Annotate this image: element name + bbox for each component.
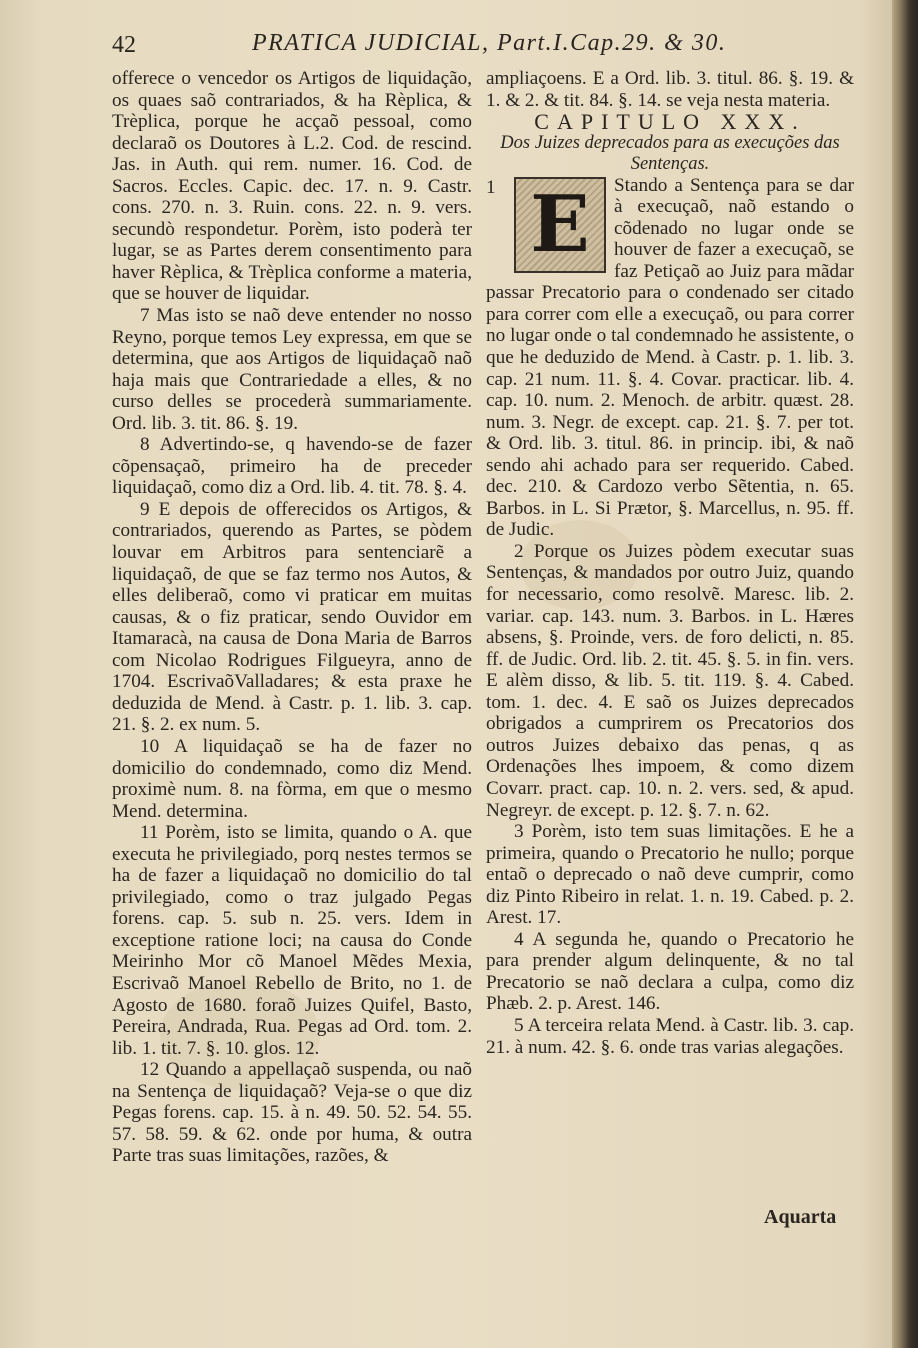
left-paragraph: 11 Porèm, isto se limita, quando o A. que executa he privilegiado, porq nestes termos se ha de fazer a liquidaçaõ no domicilio do tal privilegiado, como o traz julgado Pegas forens. cap. 5. sub n. 25. vers. Idem in exceptione ratione loci; na causa do Conde Meirinho Mor cõ Manoel Mẽdes Mexia, Escrivaõ Manoel Rebello de Brito, no 1. de Agosto de 1680. foraõ Juizes Quifel, Basto, Pereira, Andrada, Rua. Pegas ad Ord. tom. 2. lib. 1. tit. 7. §. 10. glos. 12. (112, 822, 472, 1059)
chapter-first-paragraph (486, 175, 854, 541)
left-paragraph: 10 A liquidaçaõ se ha de fazer no domicilio do condemnado, como diz Mend. proximè num. 8. na fòrma, em que o mesmo Mend. determina. (112, 735, 472, 822)
chapter-subtitle: Dos Juizes deprecados para as execuções das Sentenças. (500, 132, 840, 174)
left-paragraph: offerece o vencedor os Artigos de liquidação, os quaes saõ contrariados, & ha Rèplica, & Trèplica, porque he acçaõ pessoal, como declaraõ os Doutores à L.2. Cod. de rescind. Jas. in Auth. qui rem. numer. 16. Cod. de Sacros. Eccles. Capic. dec. 17. n. 9. Castr. cons. 270. n. 3. Ruin. cons. 22. n. 9. vers. secundò respondetur. Porèm, isto poderà ter lugar, se as Partes derem consentimento para haver Rèplica, & Trèplica conforme a materia, que se houver de liquidar. (112, 68, 472, 305)
right-column (486, 68, 854, 1058)
left-paragraph: 7 Mas isto se naõ deve entender no nosso Reyno, porque temos Ley expressa, em que se determina, que aos Artigos de liquidaçaõ naõ haja mais que Contrariedade a elles, & no curso delles se procederà summariamente. Ord. lib. 3. tit. 86. §. 19. (112, 305, 472, 434)
right-paragraph: 4 A segunda he, quando o Precatorio he para prender algum delinquente, & no tal Precatorio se naõ declara a culpa, como diz Phæb. 2. p. Arest. 146. (486, 928, 854, 1015)
page-number: 42 (112, 32, 136, 58)
left-paragraph: 12 Quando a appellaçaõ suspenda, ou naõ na Sentença de liquidaçaõ? Veja-se o que diz Pegas forens. cap. 15. à n. 49. 50. 52. 54. 55. 57. 58. 59. & 62. onde por huma, & outra Parte tras suas limitações, razões, & (112, 1059, 472, 1167)
running-head (112, 30, 872, 64)
left-paragraph: 9 E depois de offerecidos os Artigos, & contrariados, querendo as Partes, se pòdem louvar em Arbitros para sentenciarẽ a liquidaçaõ, de que se faz termo nos Autos, & elles deliberaõ, como vi praticar em muitas causas, & o fiz praticar, sendo Ouvidor em Itamaracà, na causa de Dona Maria de Barros com Nicolao Rodrigues Filgueyra, anno de 1704. EscrivaõValladares; & esta praxe he deduzida de Mend. à Castr. p. 1. lib. 3. cap. 21. §. 2. ex num. 5. (112, 498, 472, 736)
running-title: PRATICA JUDICIAL, Part.I.Cap.29. & 30. (252, 30, 727, 56)
chapter-title: CAPITULO XXX. (534, 109, 806, 135)
paragraph-text: Stando a Sentença para se dar à execuçaõ, naõ estando o cõdenado no lugar onde se houver de fazer a execuçaõ, se faz Petiçaõ ao Juiz para mãdar passar Precatorio para o condenado ser citado para correr com elle a execuçaõ, ou para correr no lugar onde o tal condemnado he assistente, o que he deduzido de Mend. à Castr. p. 1. lib. 3. cap. 21 num. 11. §. 4. Covar. practicar. lib. 4. cap. 10. num. 2. Menoch. de arbitr. quæst. 28. num. 3. Negr. de except. cap. 21. §. 7. per tot. & Ord. lib. 3. titul. 86. in princip. ibi, & naõ sendo ahi achado para ser requerido. Cabed. dec. 210. & Cardozo verbo Sẽtentia, n. 65. Barbos. in L. Si Prætor, §. Marcellus, n. 95. ff. de Judic. (486, 174, 854, 541)
right-paragraph: 2 Porque os Juizes pòdem executar suas Sentenças, & mandados por outro Juiz, quando for necessario, como resolvẽ. Maresc. lib. 2. variar. cap. 143. num. 3. Barbos. in L. Hæres absens, §. Proinde, vers. de foro delicti, n. 85. ff. de Judic. Ord. lib. 2. tit. 45. §. 5. in fin. vers. E alèm disso, & lib. 5. tit. 119. §. 4. Cabed. tom. 1. dec. 4. E saõ os Juizes deprecados obrigados a cumprirem os Precatorios dos outros Juizes debaixo das penas, q as Ordenações lhes impoem, & como dizem Covarr. pract. cap. 10. n. 2. vers. sed, & apud. Negreyr. de except. p. 12. §. 7. n. 62. (486, 540, 854, 821)
right-paragraph: 3 Porèm, isto tem suas limitações. E he a primeira, quando o Precatorio he nullo; porque entaõ o deprecado o naõ deve cumprir, como diz Pinto Ribeiro in relat. 1. n. 19. Cabed. p. 2. Arest. 17. (486, 821, 854, 929)
left-column (112, 68, 472, 1167)
decorated-initial (514, 177, 606, 273)
paragraph-number: 1 (486, 176, 496, 198)
catchword: Aquarta (764, 1206, 837, 1228)
right-opening: ampliaçoens. E a Ord. lib. 3. titul. 86. §. 19. & 1. & 2. & tit. 84. §. 14. se veja nesta materia. (486, 68, 854, 111)
right-paragraph: 5 A terceira relata Mend. à Castr. lib. 3. cap. 21. à num. 42. §. 6. onde tras varias alegações. (486, 1014, 854, 1058)
drop-cap-letter: E (530, 178, 590, 270)
page-edge (892, 0, 918, 1348)
left-paragraph: 8 Advertindo-se, q havendo-se de fazer cõpensaçaõ, primeiro ha de preceder liquidaçaõ, como diz a Ord. lib. 4. tit. 78. §. 4. (112, 434, 472, 499)
